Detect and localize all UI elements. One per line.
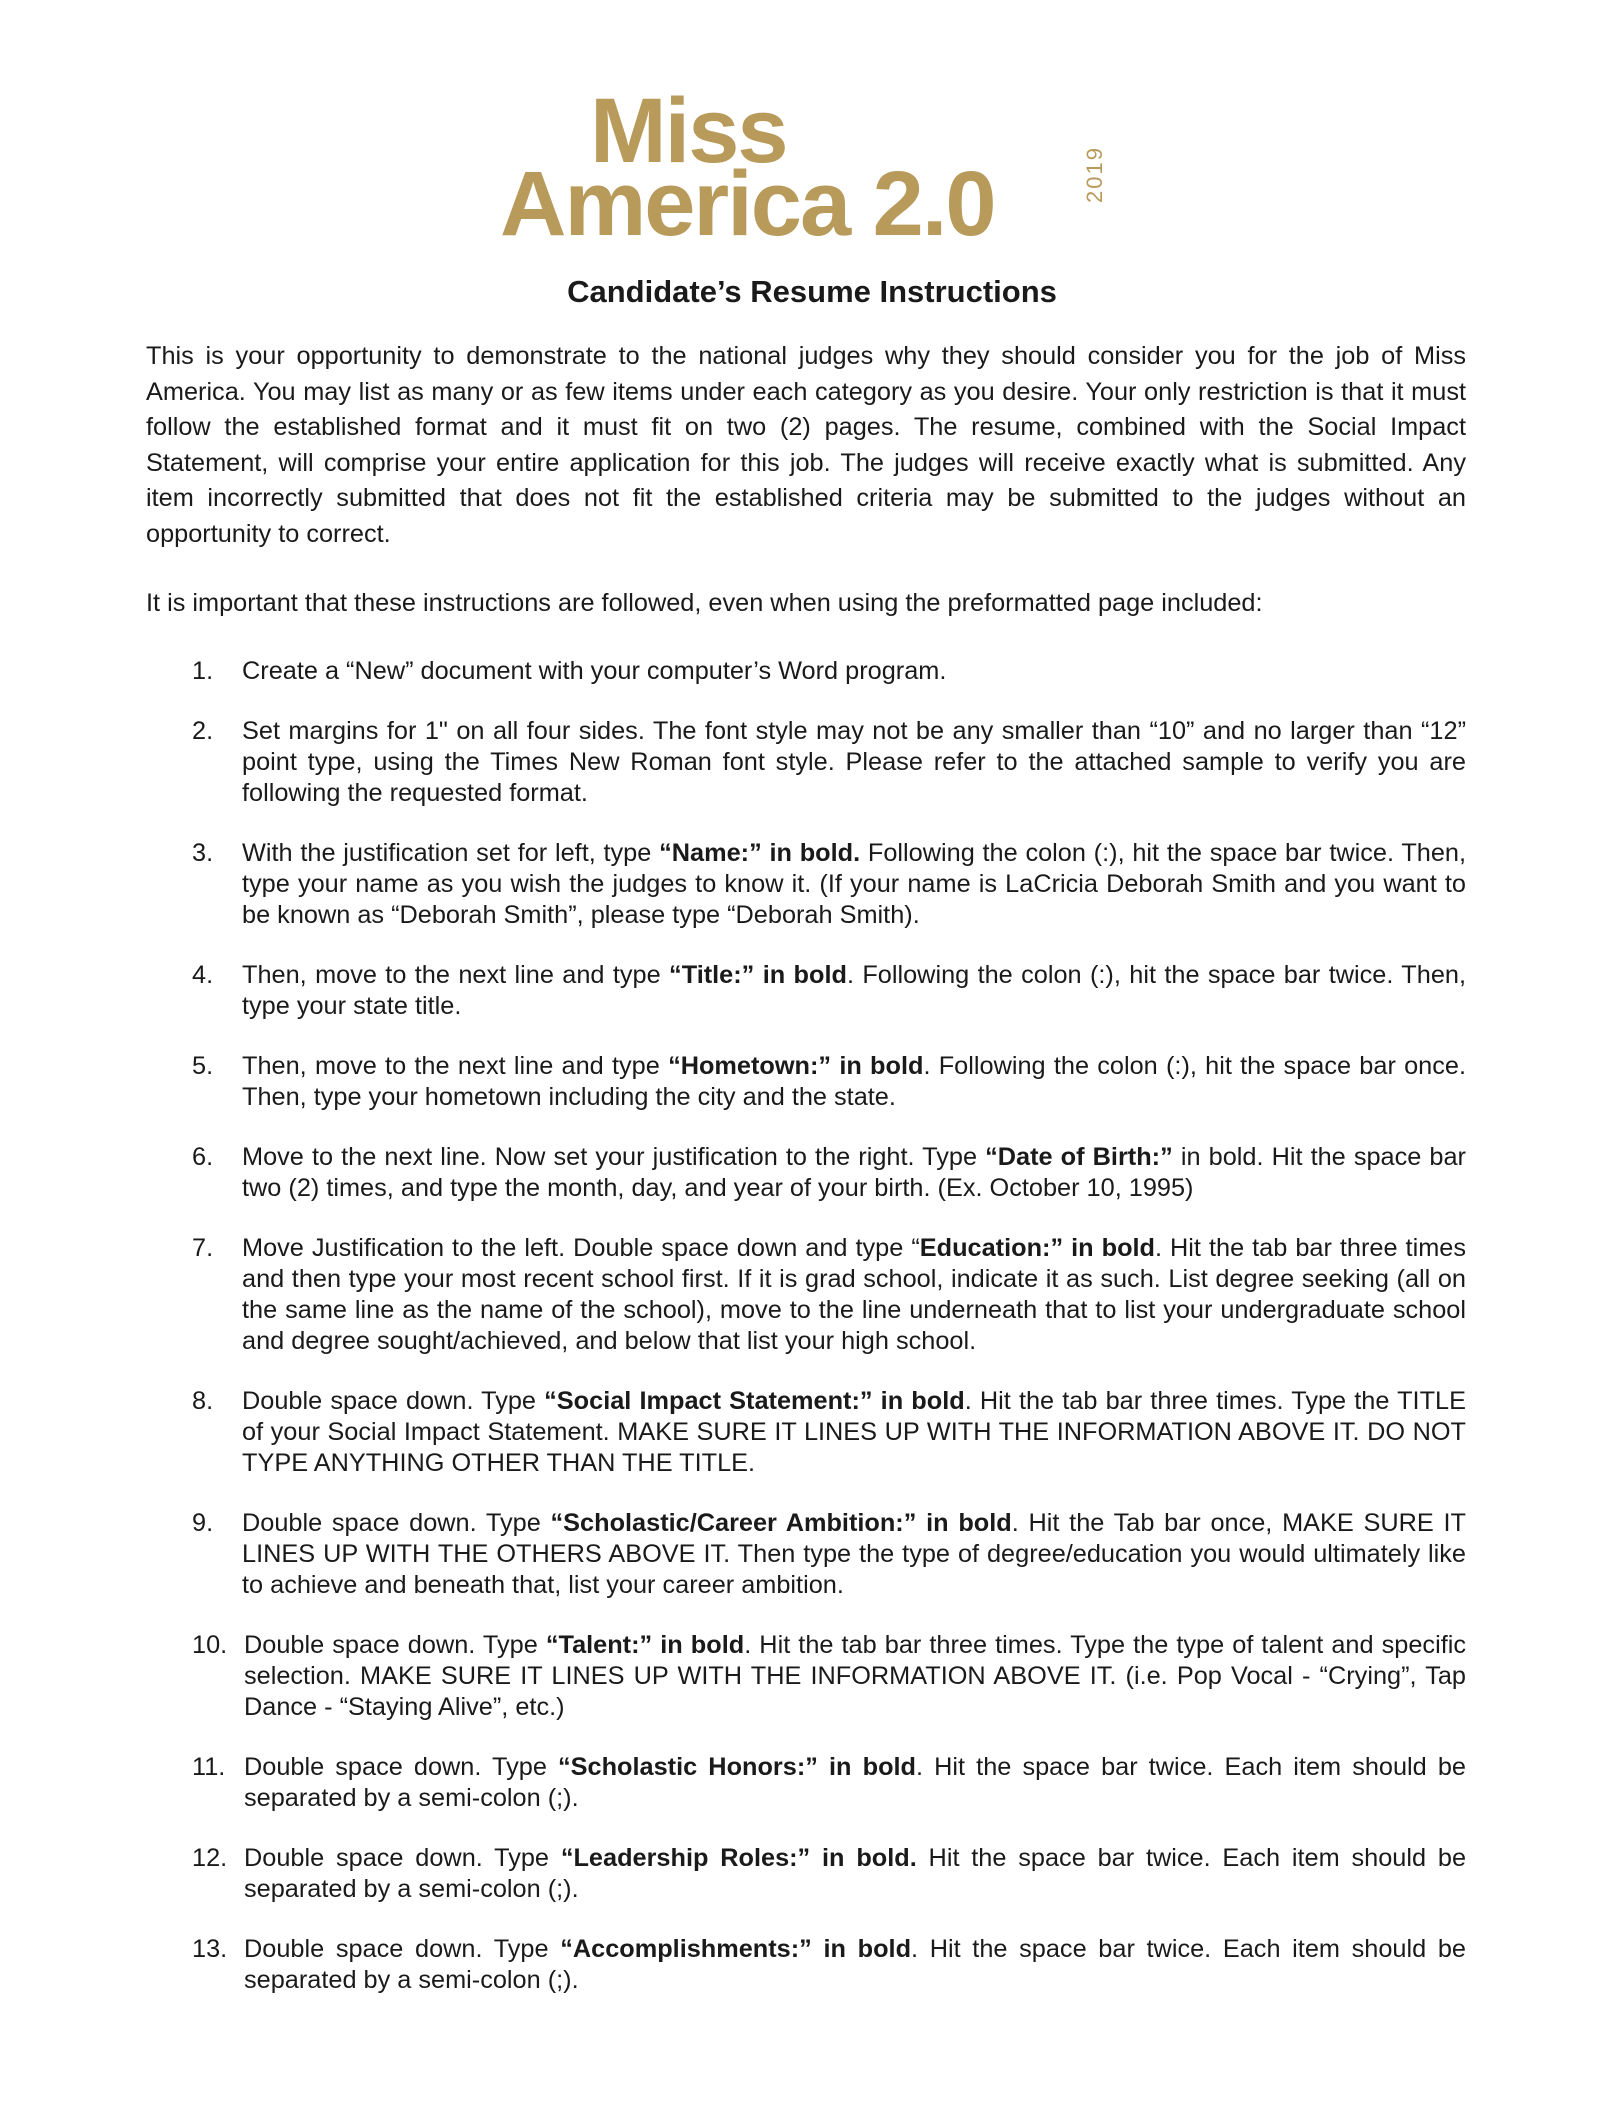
step-bold-text: “Accomplishments:” in bold (560, 1935, 912, 1963)
step-text: . Hit the tab bar three times. Type the TITLE of your Social Impact Statement. MAKE SURE IT LINES UP WITH THE INFORMATION ABOVE IT. DO NOT TYPE ANYTHING OTHER THAN THE TITLE. (242, 1387, 1466, 1477)
step-number: 5. (192, 1052, 214, 1080)
step-text: Then, move to the next line and type (242, 961, 670, 989)
instruction-step (146, 656, 1466, 687)
step-bold-text: “Talent:” in bold (545, 1631, 745, 1659)
step-number: 6. (192, 1143, 214, 1171)
step-text: Double space down. Type (242, 1509, 551, 1537)
step-number: 7. (192, 1234, 214, 1262)
step-bold-text: “Social Impact Statement:” in bold (544, 1387, 965, 1415)
step-text: Set margins for 1" on all four sides. The font style may not be any smaller than “10” and no larger than “12” point type, using the Times New Roman font style. Please refer to the attached sample to verify you are following the requested format. (242, 717, 1466, 807)
step-bold-text: “Scholastic Honors:” in bold (558, 1753, 917, 1781)
step-number: 1. (192, 657, 214, 685)
step-text: . Following the colon (:), hit the space bar twice. Then, type your state title. (242, 961, 1466, 1020)
step-text: Move Justification to the left. Double space down and type “ (242, 1234, 920, 1262)
step-text: Then, move to the next line and type (242, 1052, 669, 1080)
instruction-step (146, 838, 1466, 931)
step-number: 10. (192, 1631, 228, 1659)
instruction-step (146, 1630, 1466, 1723)
instruction-step (146, 716, 1466, 809)
step-text: . Hit the space bar twice. Each item should be separated by a semi-colon (;). (244, 1753, 1466, 1812)
logo-line-1: Miss (590, 80, 787, 182)
step-text: Following the colon (:), hit the space bar twice. Then, type your name as you wish the judges to know it. (If your name is LaCricia Deborah Smith and you want to be known as “Deborah Smith”, please type “Deborah Smith). (242, 839, 1467, 929)
step-text: Create a “New” document with your computer’s Word program. (242, 657, 947, 685)
step-number: 3. (192, 839, 214, 867)
step-text: Move to the next line. Now set your justification to the right. Type (242, 1143, 986, 1171)
logo-year: 2019 (1082, 146, 1107, 203)
step-text: Double space down. Type (244, 1631, 546, 1659)
step-bold-text: “Date of Birth:” (985, 1143, 1173, 1171)
step-text: . Hit the space bar twice. Each item should be separated by a semi-colon (;). (244, 1935, 1466, 1994)
step-text: With the justification set for left, type (242, 839, 660, 867)
step-text: Double space down. Type (242, 1387, 545, 1415)
instruction-step (146, 1386, 1466, 1479)
step-text: Double space down. Type (244, 1844, 561, 1872)
instruction-step (146, 1843, 1466, 1905)
step-text: Double space down. Type (244, 1753, 559, 1781)
step-bold-text: Education:” in bold (919, 1234, 1155, 1262)
step-bold-text: “Hometown:” in bold (668, 1052, 924, 1080)
step-number: 4. (192, 961, 214, 989)
step-number: 13. (192, 1935, 228, 1963)
step-text: . Following the colon (:), hit the space bar once. Then, type your hometown including the city and the state. (242, 1052, 1466, 1111)
instruction-step (146, 1051, 1466, 1113)
miss-america-logo (500, 80, 1140, 255)
step-number: 11. (192, 1753, 226, 1781)
step-bold-text: “Leadership Roles:” in bold. (560, 1844, 917, 1872)
intro-note: It is important that these instructions are followed, even when using the preformatted page included: (146, 589, 1263, 617)
step-text: . Hit the Tab bar once, MAKE SURE IT LINES UP WITH THE OTHERS ABOVE IT. Then type the type of degree/education you would ultimately like to achieve and beneath that, list your career ambition. (242, 1509, 1467, 1599)
step-text: . Hit the tab bar three times and then type your most recent school first. If it is grad school, indicate it as such. List degree seeking (all on the same line as the name of the school), move to the line underneath that to list your undergraduate school and degree sought/achieved, and below that list your high school. (242, 1234, 1466, 1355)
step-number: 12. (192, 1844, 228, 1872)
page-title: Candidate’s Resume Instructions (567, 274, 1057, 309)
step-number: 9. (192, 1509, 214, 1537)
instruction-step (146, 960, 1466, 1022)
step-number: 2. (192, 717, 214, 745)
step-text: . Hit the tab bar three times. Type the type of talent and specific selection. MAKE SURE IT LINES UP WITH THE INFORMATION ABOVE IT. (i.e. Pop Vocal - “Crying”, Tap Dance - “Staying Alive”, etc.) (244, 1631, 1466, 1721)
step-number: 8. (192, 1387, 214, 1415)
step-bold-text: “Scholastic/Career Ambition:” in bold (550, 1509, 1012, 1537)
instruction-step (146, 1752, 1466, 1814)
instruction-step (146, 1508, 1466, 1601)
instruction-step (146, 1142, 1466, 1204)
logo-line-2: America 2.0 (500, 153, 995, 255)
step-bold-text: “Title:” in bold (669, 961, 847, 989)
intro-paragraph: This is your opportunity to demonstrate to the national judges why they should consider you for the job of Miss America. You may list as many or as few items under each category as you desire. Your only restriction is that it must follow the established format and it must fit on two (2) pages. The resume, combined with the Social Impact Statement, will comprise your entire application for this job. The judges will receive exactly what is submitted. Any item incorrectly submitted that does not fit the established criteria may be submitted to the judges without an opportunity to correct. (146, 342, 1466, 548)
step-text: Double space down. Type (244, 1935, 561, 1963)
instruction-step (146, 1934, 1466, 1996)
step-bold-text: “Name:” in bold. (659, 839, 861, 867)
step-text: in bold. Hit the space bar two (2) times, and type the month, day, and year of your birth. (Ex. October 10, 1995) (242, 1143, 1466, 1202)
instruction-step (146, 1233, 1466, 1357)
instruction-list (146, 656, 1466, 2025)
step-text: Hit the space bar twice. Each item should be separated by a semi-colon (;). (244, 1844, 1467, 1903)
